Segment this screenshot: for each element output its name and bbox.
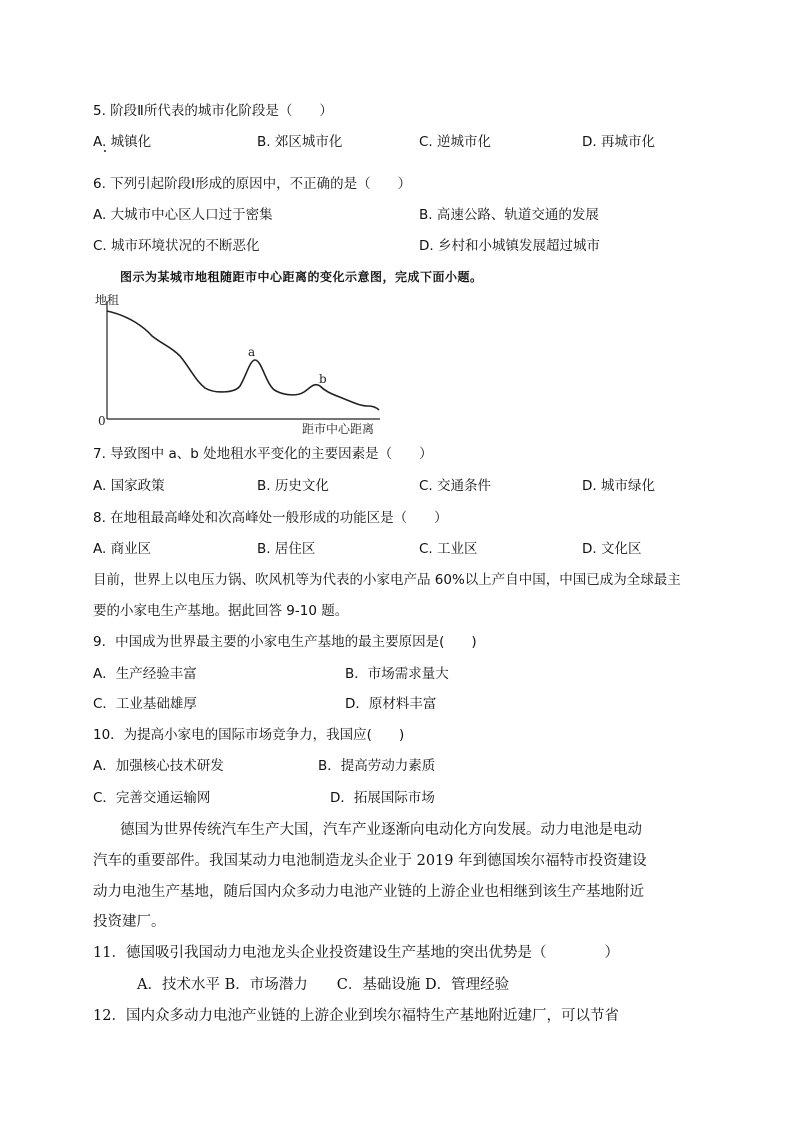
q5-option-a: A. 城镇化 (93, 134, 152, 150)
q7-option-c: C. 交通条件 (419, 478, 492, 494)
q7-option-d: D. 城市绿化 (582, 478, 655, 494)
q9-option-c: C．工业基础雄厚 (93, 696, 197, 712)
question-10-stem: 10．为提高小家电的国际市场竞争力，我国应( ) (93, 727, 405, 743)
q10-option-d: D．拓展国际市场 (330, 790, 435, 806)
question-8-stem: 8. 在地租最高峰处和次高峰处一般形成的功能区是（ ） (93, 510, 448, 526)
question-9-stem: 9．中国成为世界最主要的小家电生产基地的最主要原因是( ) (93, 634, 477, 650)
q8-option-d: D. 文化区 (582, 541, 642, 557)
x-axis-label: 距市中心距离 (302, 422, 375, 436)
land-rent-diagram (90, 288, 390, 438)
y-axis-label: 地租 (95, 293, 120, 307)
figure-caption: 图示为某城市地租随距市中心距离的变化示意图，完成下面小题。 (120, 270, 483, 284)
question-6-stem: 6. 下列引起阶段Ⅰ形成的原因中，不正确的是（ ） (93, 176, 412, 192)
q5-option-c: C. 逆城市化 (419, 134, 492, 150)
q10-option-a: A．加强核心技术研发 (93, 758, 224, 774)
passage-1-line-1: 目前，世界上以电压力锅、吹风机等为代表的小家电产品 60%以上产自中国，中国已成为全球最主 (93, 572, 681, 588)
passage-2-line-3: 动力电池生产基地，随后国内众多动力电池产业链的上游企业也相继到该生产基地附近 (93, 884, 644, 900)
q7-option-a: A. 国家政策 (93, 478, 165, 494)
q9-option-d: D．原材料丰富 (345, 696, 437, 712)
peak-a-label: a (248, 345, 256, 359)
q7-option-b: B. 历史文化 (257, 478, 329, 494)
stray-dot (104, 150, 106, 152)
q9-option-b: B．市场需求量大 (345, 666, 449, 682)
passage-2-line-4: 投资建厂。 (93, 914, 166, 930)
q10-option-b: B．提高劳动力素质 (318, 758, 436, 774)
q8-option-c: C. 工业区 (419, 541, 478, 557)
passage-2-line-1: 德国为世界传统汽车生产大国，汽车产业逐渐向电动化方向发展。动力电池是电动 (120, 822, 642, 838)
question-5-stem: 5. 阶段Ⅱ所代表的城市化阶段是（ ） (93, 103, 333, 119)
peak-b-label: b (319, 372, 327, 386)
passage-2-line-2: 汽车的重要部件。我国某动力电池制造龙头企业于 2019 年到德国埃尔福特市投资建设 (93, 853, 647, 869)
q6-option-c: C. 城市环境状况的不断恶化 (93, 238, 260, 254)
q10-option-c: C．完善交通运输网 (93, 790, 211, 806)
q8-option-a: A. 商业区 (93, 541, 152, 557)
q8-option-b: B. 居住区 (257, 541, 316, 557)
passage-1-line-2: 要的小家电生产基地。据此回答 9-10 题。 (93, 603, 349, 619)
question-7-stem: 7. 导致图中 a、b 处地租水平变化的主要因素是（ ） (93, 446, 433, 462)
q5-option-d: D. 再城市化 (582, 134, 655, 150)
q9-option-a: A．生产经验丰富 (93, 666, 197, 682)
origin-label: 0 (98, 414, 106, 428)
question-11-stem: 11．德国吸引我国动力电池龙头企业投资建设生产基地的突出优势是（ ） (93, 945, 619, 961)
q6-option-a: A. 大城市中心区人口过于密集 (93, 207, 273, 223)
rent-curve (107, 311, 379, 410)
question-12-stem: 12．国内众多动力电池产业链的上游企业到埃尔福特生产基地附近建厂，可以节省 (93, 1008, 619, 1024)
q6-option-b: B. 高速公路、轨道交通的发展 (419, 207, 599, 223)
q11-options: A．技术水平 B．市场潜力 C．基础设施 D．管理经验 (137, 977, 510, 993)
q6-option-d: D. 乡村和小城镇发展超过城市 (419, 238, 600, 254)
q5-option-b: B. 郊区城市化 (257, 134, 343, 150)
